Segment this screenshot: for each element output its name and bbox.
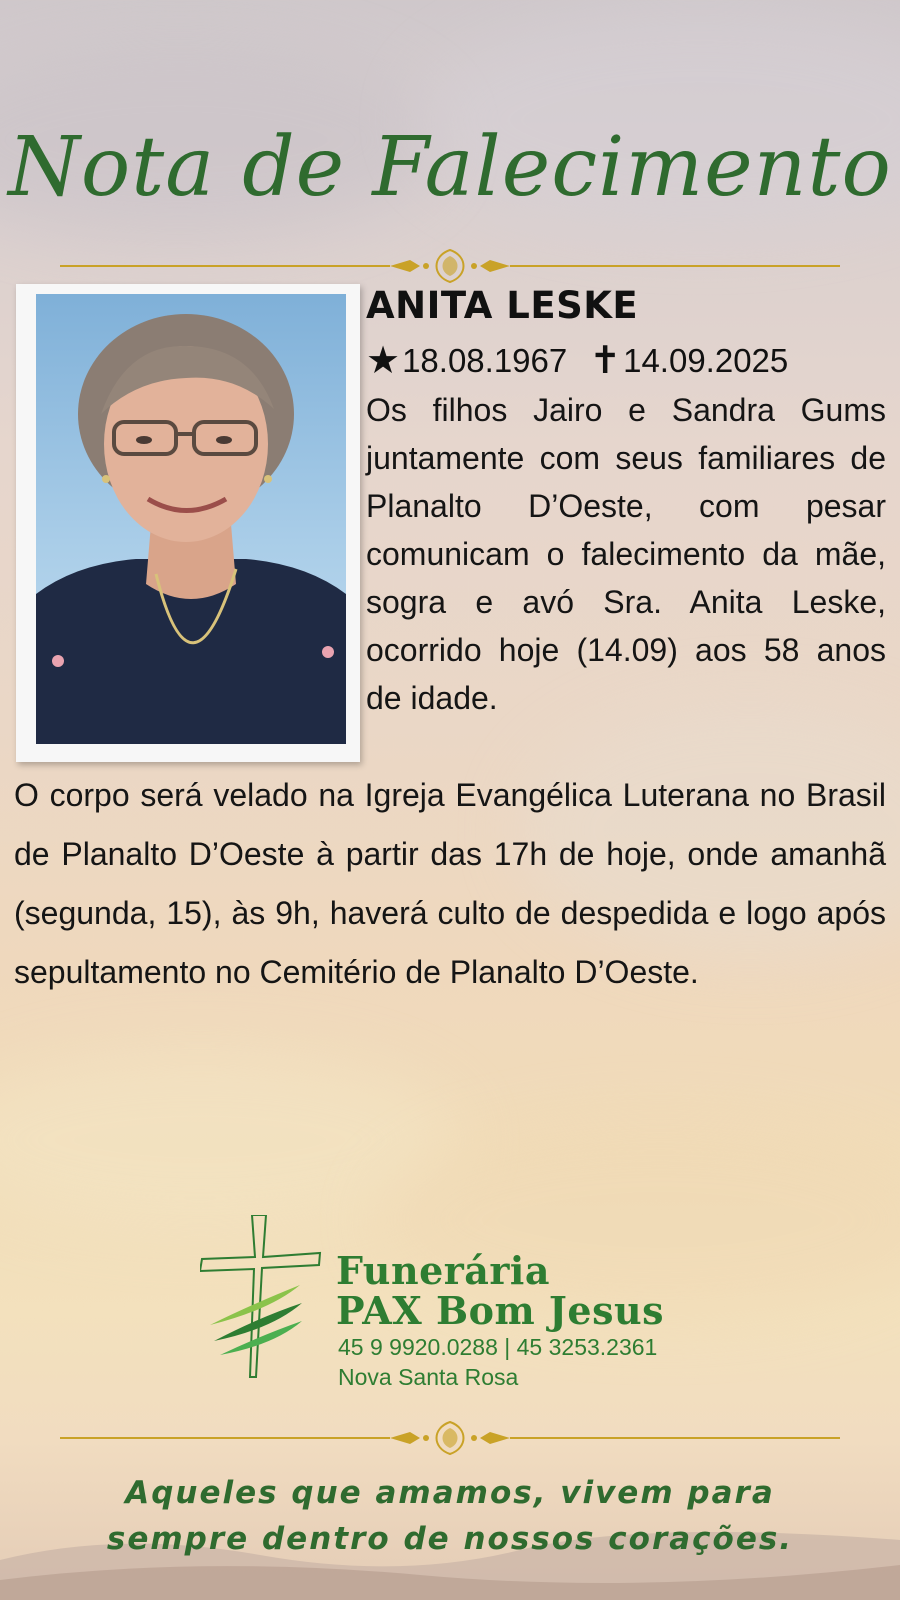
portrait-frame: [16, 284, 360, 762]
closing-quote-line: sempre dentro de nossos corações.: [106, 1521, 794, 1557]
funeral-home-phones: 45 9 9920.0288 | 45 3253.2361: [338, 1334, 658, 1360]
person-portrait-icon: [36, 294, 346, 744]
funeral-home-name: Funerária: [336, 1248, 550, 1293]
birth-date: 18.08.1967: [402, 341, 568, 379]
closing-quote-line: Aqueles que amamos, vivem para: [125, 1475, 775, 1511]
service-details-text: O corpo será velado na Igreja Evangélica Luterana no Brasil de Planalto D’Oeste à partir das 17h de hoje, onde amanhã (segunda, 15), às 9h, haverá culto de despedida e logo após sepultamento no Cemitério de Planalto D’Oeste.: [14, 777, 886, 990]
funeral-home-name: PAX Bom Jesus: [336, 1288, 664, 1333]
closing-quote: [0, 1470, 900, 1562]
ornament-divider-icon: [60, 246, 840, 286]
page-title: Nota de Falecimento: [8, 120, 892, 215]
cross-icon: ✝: [589, 340, 622, 382]
star-icon: ★: [366, 340, 401, 382]
death-date: 14.09.2025: [623, 341, 789, 379]
deceased-name: ANITA LESKE: [366, 284, 639, 327]
ornament-divider-icon: [60, 1418, 840, 1458]
announcement-text: Os filhos Jairo e Sandra Gums juntamente com seus familiares de Planalto D’Oeste, com pesar comunicam o falecimento da mãe, sogra e avó Sra. Anita Leske, ocorrido hoje (14.09) aos 58 anos de idade.: [366, 392, 886, 716]
portrait-photo: [36, 294, 346, 744]
life-dates: [366, 338, 788, 383]
funeral-home-city: Nova Santa Rosa: [338, 1364, 519, 1390]
